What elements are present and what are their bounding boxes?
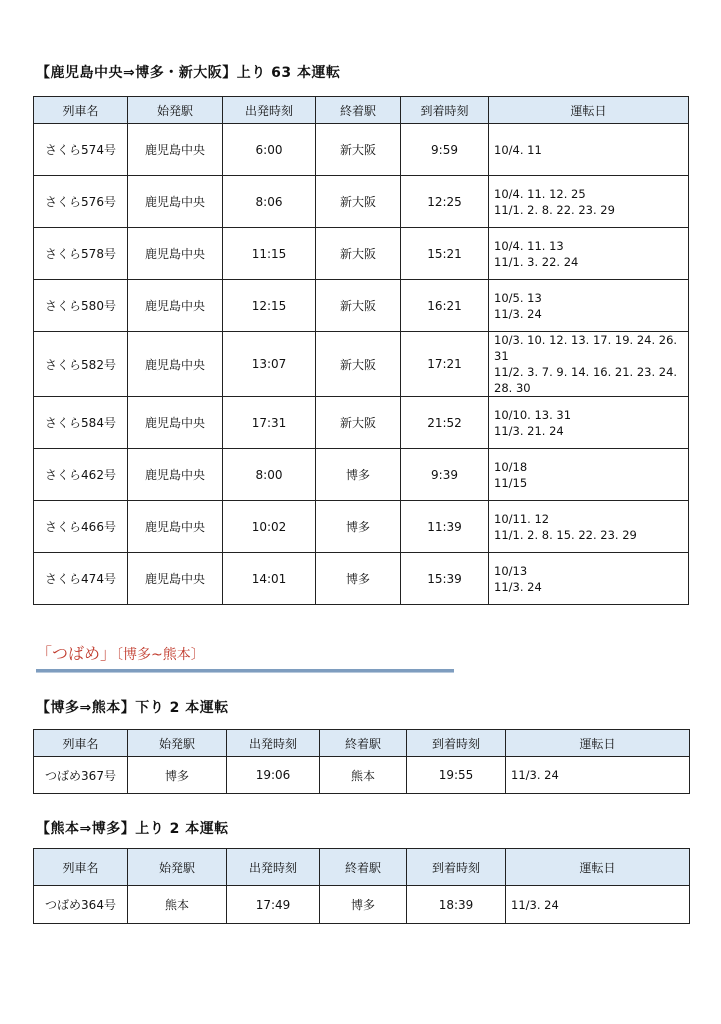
origin-station: 鹿児島中央: [128, 280, 223, 332]
train-name: さくら580号: [34, 280, 128, 332]
operating-days: [489, 228, 689, 280]
destination-station: 博多: [316, 501, 401, 553]
train-name: さくら584号: [34, 397, 128, 449]
operating-days: [489, 397, 689, 449]
arrival-time: 18:39: [407, 886, 506, 924]
train-name: さくら462号: [34, 449, 128, 501]
col-header-departure: 出発時刻: [223, 97, 316, 124]
origin-station: 鹿児島中央: [128, 228, 223, 280]
origin-station: 鹿児島中央: [128, 553, 223, 605]
table-row: [34, 553, 689, 605]
operating-days-line: 10/3. 10. 12. 13. 17. 19. 24. 26. 31: [494, 333, 678, 363]
departure-time: 17:49: [227, 886, 320, 924]
operating-days-line: 11/1. 2. 8. 22. 23. 29: [494, 202, 615, 217]
arrival-time: 16:21: [401, 280, 489, 332]
table-row: [34, 280, 689, 332]
table-row: [34, 124, 689, 176]
col-header-origin: 始発駅: [128, 97, 223, 124]
arrival-time: 12:25: [401, 176, 489, 228]
col-header-days: 運転日: [506, 849, 690, 886]
table-row: [34, 332, 689, 397]
operating-days: [489, 280, 689, 332]
train-name: さくら474号: [34, 553, 128, 605]
operating-days-line: 11/2. 3. 7. 9. 14. 16. 21. 23. 24. 28. 30: [494, 365, 678, 395]
timetable-hakata-down: [33, 729, 690, 794]
origin-station: 鹿児島中央: [128, 176, 223, 228]
col-header-departure: 出発時刻: [227, 730, 320, 757]
arrival-time: 15:39: [401, 553, 489, 605]
departure-time: 14:01: [223, 553, 316, 605]
destination-station: 博多: [316, 449, 401, 501]
section-title-hakata-down: 【博多⇒熊本】下り 2 本運転: [36, 700, 229, 716]
train-name: つばめ367号: [34, 757, 128, 794]
col-header-arrival: 到着時刻: [407, 849, 506, 886]
col-header-train: 列車名: [34, 849, 128, 886]
col-header-departure: 出発時刻: [227, 849, 320, 886]
operating-days: [489, 176, 689, 228]
destination-station: 新大阪: [316, 228, 401, 280]
table-row: [34, 228, 689, 280]
operating-days-line: 10/5. 13: [494, 290, 542, 305]
operating-days-line: 11/3. 24: [494, 306, 542, 321]
departure-time: 11:15: [223, 228, 316, 280]
destination-station: 博多: [320, 886, 407, 924]
timetable-kumamoto-up: [33, 848, 690, 924]
table-row: [34, 757, 690, 794]
operating-days: [489, 124, 689, 176]
origin-station: 鹿児島中央: [128, 397, 223, 449]
col-header-train: 列車名: [34, 97, 128, 124]
operating-days-line: 10/4. 11. 12. 25: [494, 186, 586, 201]
table-row: [34, 886, 690, 924]
tsubame-route: 〔博多~熊本〕: [116, 647, 205, 663]
operating-days: [489, 553, 689, 605]
destination-station: 新大阪: [316, 332, 401, 397]
departure-time: 10:02: [223, 501, 316, 553]
col-header-days: 運転日: [489, 97, 689, 124]
arrival-time: 21:52: [401, 397, 489, 449]
tsubame-name: 「つばめ」: [36, 644, 117, 663]
departure-time: 6:00: [223, 124, 316, 176]
destination-station: 新大阪: [316, 397, 401, 449]
operating-days-line: 11/1. 2. 8. 15. 22. 23. 29: [494, 527, 637, 542]
operating-days-line: 10/13: [494, 563, 528, 578]
departure-time: 17:31: [223, 397, 316, 449]
timetable-kagoshima-up: [33, 96, 689, 605]
col-header-arrival: 到着時刻: [401, 97, 489, 124]
departure-time: 12:15: [223, 280, 316, 332]
col-header-destination: 終着駅: [316, 97, 401, 124]
destination-station: 新大阪: [316, 176, 401, 228]
table-row: [34, 449, 689, 501]
col-header-days: 運転日: [506, 730, 690, 757]
origin-station: 博多: [128, 757, 227, 794]
heading-underline: [36, 669, 454, 673]
arrival-time: 15:21: [401, 228, 489, 280]
departure-time: 13:07: [223, 332, 316, 397]
operating-days: [506, 886, 690, 924]
destination-station: 博多: [316, 553, 401, 605]
operating-days: [489, 449, 689, 501]
operating-days-line: 10/18: [494, 459, 528, 474]
table-row: [34, 176, 689, 228]
train-name: さくら576号: [34, 176, 128, 228]
operating-days-line: 10/10. 13. 31: [494, 407, 572, 422]
tsubame-heading: [36, 641, 205, 664]
operating-days: [489, 332, 689, 397]
departure-time: 19:06: [227, 757, 320, 794]
section-title-kumamoto-up: 【熊本⇒博多】上り 2 本運転: [36, 821, 229, 837]
arrival-time: 11:39: [401, 501, 489, 553]
operating-days-line: 10/4. 11. 13: [494, 238, 564, 253]
operating-days: [489, 501, 689, 553]
section-title-kagoshima-up: 【鹿児島中央⇒博多・新大阪】上り 63 本運転: [36, 65, 341, 81]
table-row: [34, 501, 689, 553]
origin-station: 鹿児島中央: [128, 449, 223, 501]
origin-station: 熊本: [128, 886, 227, 924]
arrival-time: 9:59: [401, 124, 489, 176]
arrival-time: 9:39: [401, 449, 489, 501]
train-name: さくら582号: [34, 332, 128, 397]
operating-days: [506, 757, 690, 794]
origin-station: 鹿児島中央: [128, 332, 223, 397]
operating-days-line: 11/15: [494, 475, 528, 490]
destination-station: 熊本: [320, 757, 407, 794]
operating-days-line: 10/4. 11: [494, 142, 542, 157]
col-header-destination: 終着駅: [320, 730, 407, 757]
train-name: さくら578号: [34, 228, 128, 280]
destination-station: 新大阪: [316, 280, 401, 332]
origin-station: 鹿児島中央: [128, 501, 223, 553]
origin-station: 鹿児島中央: [128, 124, 223, 176]
departure-time: 8:06: [223, 176, 316, 228]
operating-days-line: 11/1. 3. 22. 24: [494, 254, 579, 269]
col-header-arrival: 到着時刻: [407, 730, 506, 757]
col-header-origin: 始発駅: [128, 849, 227, 886]
operating-days-line: 10/11. 12: [494, 511, 550, 526]
col-header-origin: 始発駅: [128, 730, 227, 757]
train-name: さくら574号: [34, 124, 128, 176]
operating-days-line: 11/3. 24: [511, 897, 559, 912]
train-name: つばめ364号: [34, 886, 128, 924]
operating-days-line: 11/3. 24: [511, 768, 559, 782]
departure-time: 8:00: [223, 449, 316, 501]
train-name: さくら466号: [34, 501, 128, 553]
operating-days-line: 11/3. 24: [494, 579, 542, 594]
col-header-train: 列車名: [34, 730, 128, 757]
col-header-destination: 終着駅: [320, 849, 407, 886]
operating-days-line: 11/3. 21. 24: [494, 423, 564, 438]
destination-station: 新大阪: [316, 124, 401, 176]
arrival-time: 17:21: [401, 332, 489, 397]
arrival-time: 19:55: [407, 757, 506, 794]
table-row: [34, 397, 689, 449]
